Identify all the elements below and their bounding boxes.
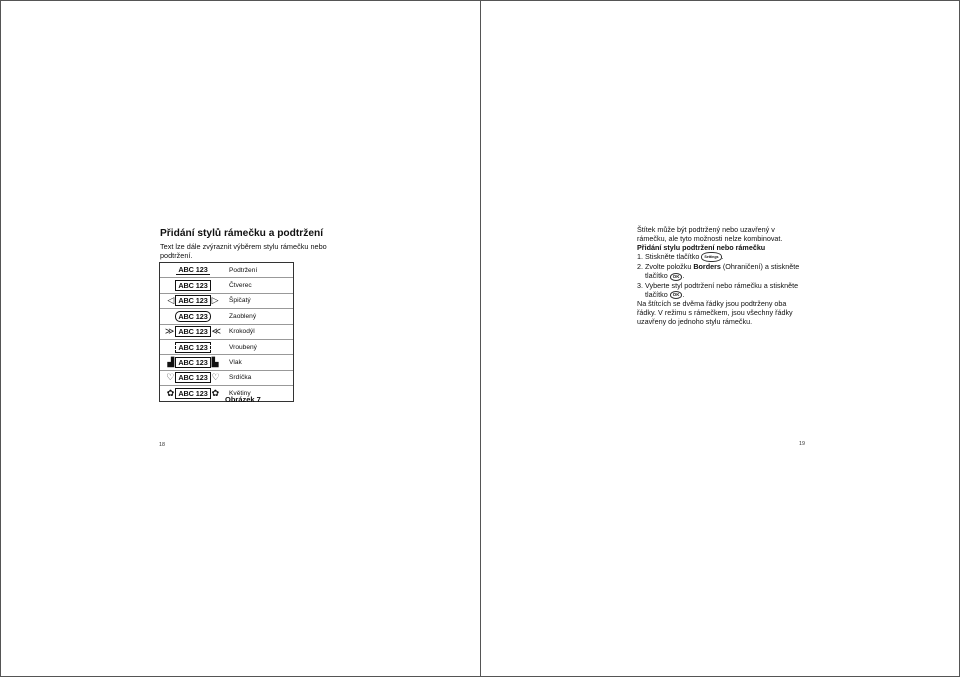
left-page (0, 0, 481, 677)
crocodile-icon: ≪ (211, 326, 222, 337)
style-label: Čtverec (229, 282, 252, 290)
subheading: Přidání stylu podtržení nebo rámečku (637, 243, 766, 253)
locomotive-icon: ▟ (167, 357, 175, 368)
intro-paragraph: Text lze dále zvýraznit výběrem stylu rámečku nebo podtržení. (160, 242, 327, 260)
style-label: Krokodýl (229, 328, 255, 336)
sample-label: ABC 123 (175, 357, 210, 368)
menu-item-borders: Borders (693, 262, 721, 272)
figure-caption: Obrázek 7 (225, 395, 261, 404)
right-text-block (637, 225, 802, 326)
flower-icon: ✿ (211, 387, 220, 398)
step-3: 3. Vyberte styl podtržení nebo rámečku a stiskněte tlačítko OK . (637, 280, 799, 299)
arrow-right-icon: ▷ (211, 295, 219, 306)
step-text: Stiskněte tlačítko (645, 252, 700, 262)
left-text-block (160, 228, 340, 260)
page-number: 19 (799, 441, 805, 447)
style-label: Srdíčka (229, 374, 252, 382)
crocodile-icon: ≫ (164, 326, 175, 337)
ok-button-icon: OK (670, 273, 683, 281)
settings-button-icon: Settings (701, 252, 721, 262)
style-label: Květiny (229, 389, 251, 397)
sample-label: ABC 123 (175, 342, 210, 353)
sample-label: ABC 123 (175, 311, 210, 322)
intro-paragraph: Štítek může být podtržený nebo uzavřený v rámečku, ale tyto možnosti nelze kombinovat. (637, 225, 783, 244)
sample-label: ABC 123 (178, 265, 208, 275)
closing-paragraph: Na štítcích se dvěma řádky jsou podtrženy oba řádky. V režimu s rámečkem, jsou všechny řádky uzavřeny do jednoho stylu rámečku. (637, 298, 793, 326)
style-label: Zaoblený (229, 312, 257, 320)
style-row-crocodile (160, 324, 293, 339)
flower-icon: ✿ (166, 387, 175, 398)
sample-label: ABC 123 (175, 388, 210, 399)
section-heading: Přidání stylů rámečku a podtržení (160, 228, 324, 239)
step-number: 3. (637, 280, 643, 290)
step-number: 2. (637, 262, 643, 272)
sample-label: ABC 123 (175, 326, 210, 337)
heart-icon: ♡ (166, 372, 175, 383)
right-page (480, 0, 960, 677)
style-row-rounded (160, 308, 293, 323)
step-1: 1. Stiskněte tlačítko Settings . (637, 252, 724, 262)
style-label: Špičatý (229, 297, 251, 305)
sample-label: ABC 123 (175, 280, 210, 291)
style-row-underline (160, 263, 293, 277)
style-row-square (160, 277, 293, 292)
style-label: Vlak (229, 359, 242, 367)
arrow-left-icon: ◁ (167, 295, 175, 306)
sample-label: ABC 123 (175, 295, 210, 306)
style-label: Vroubený (229, 343, 257, 351)
train-car-icon: ▙ (211, 357, 219, 368)
heart-icon: ♡ (211, 372, 220, 383)
style-row-train (160, 354, 293, 369)
ok-button-icon: OK (670, 291, 683, 299)
style-row-pointed (160, 293, 293, 308)
style-label: Podtržení (229, 266, 258, 274)
style-row-hearts (160, 370, 293, 385)
sample-label: ABC 123 (175, 372, 210, 383)
step-number: 1. (637, 252, 643, 262)
border-styles-table (159, 262, 294, 402)
page-number: 18 (159, 442, 165, 448)
step-2: 2. Zvolte položku Borders (Ohraničení) a stiskněte tlačítko OK . (637, 262, 800, 281)
style-row-scalloped (160, 339, 293, 354)
